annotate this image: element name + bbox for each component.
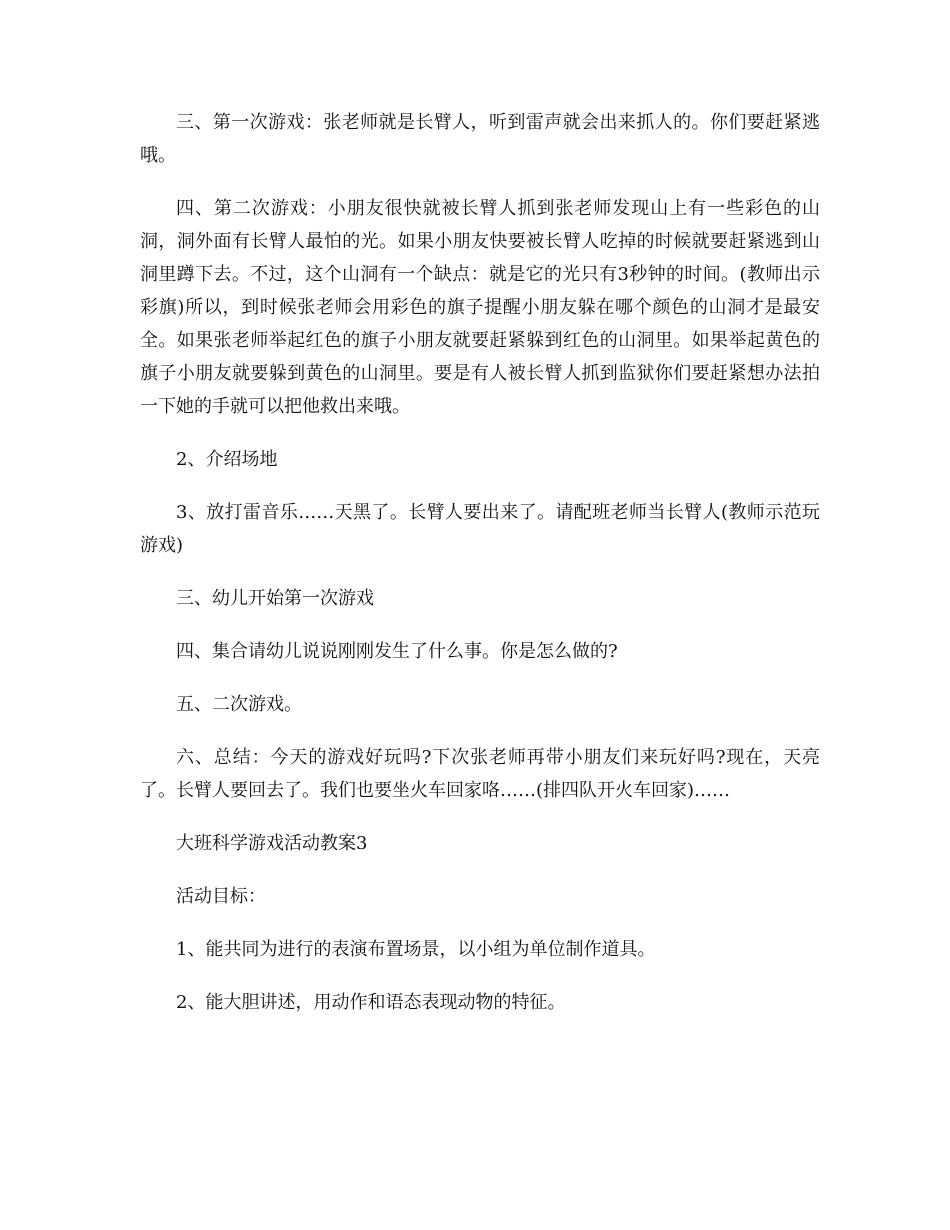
- paragraph-thunder-music: 3、放打雷音乐……天黑了。长臂人要出来了。请配班老师当长臂人(教师示范玩游戏): [140, 502, 820, 556]
- document-body: [140, 106, 820, 1039]
- paragraph-gather: 四、集合请幼儿说说刚刚发生了什么事。你是怎么做的?: [176, 641, 618, 662]
- paragraph-second-game: 五、二次游戏。: [176, 694, 302, 715]
- paragraph-game-two: 四、第二次游戏：小朋友很快就被长臂人抓到张老师发现山上有一些彩色的山洞，洞外面有长臂人最怕的光。如果小朋友快要被长臂人吃掉的时候就要赶紧逃到山洞里蹲下去。不过，这个山洞有一个缺点：就是它的光只有3秒钟的时间。(教师出示彩旗)所以，到时候张老师会用彩色的旗子提醒小朋友躲在哪个颜色的山洞才是最安全。如果张老师举起红色的旗子小朋友就要赶紧躲到红色的山洞里。如果举起黄色的旗子小朋友就要躲到黄色的山洞里。要是有人被长臂人抓到监狱你们要赶紧想办法拍一下她的手就可以把他救出来哦。: [140, 198, 820, 417]
- paragraph-introduce-venue: 2、介绍场地: [176, 449, 278, 470]
- paragraph-first-game: 三、幼儿开始第一次游戏: [176, 588, 374, 609]
- objective-item-2: 2、能大胆讲述，用动作和语态表现动物的特征。: [176, 992, 566, 1013]
- objectives-heading: 活动目标：: [176, 886, 266, 907]
- paragraph-game-one: 三、第一次游戏：张老师就是长臂人，听到雷声就会出来抓人的。你们要赶紧逃哦。: [140, 112, 820, 166]
- objective-item-1: 1、能共同为进行的表演布置场景，以小组为单位制作道具。: [176, 939, 656, 960]
- paragraph-summary: 六、总结：今天的游戏好玩吗?下次张老师再带小朋友们来玩好吗?现在，天亮了。长臂人要回去了。我们也要坐火车回家咯……(排四队开火车回家)……: [140, 747, 820, 801]
- section-heading: 大班科学游戏活动教案3: [176, 833, 368, 854]
